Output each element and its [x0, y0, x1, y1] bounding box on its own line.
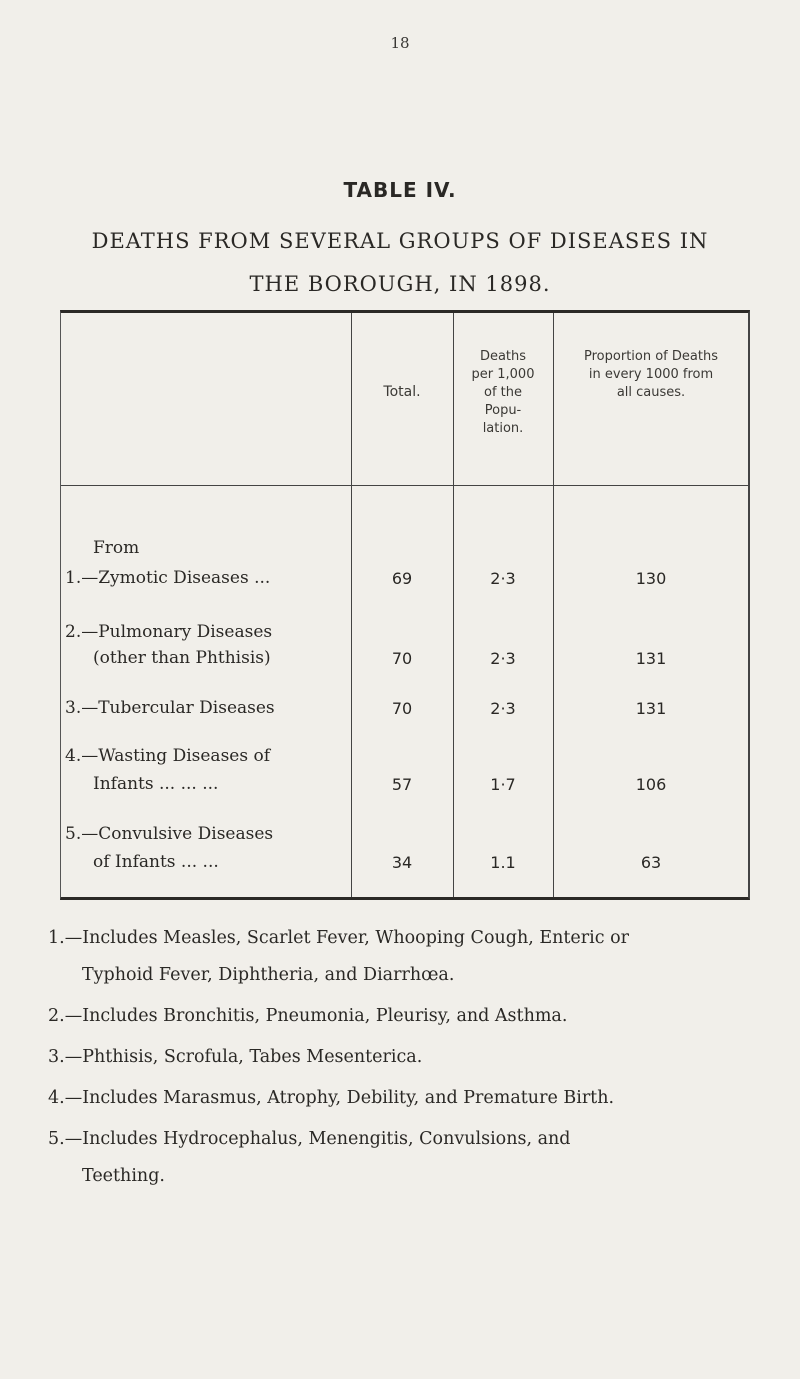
- cell-rate: 2·3: [490, 649, 516, 668]
- footnote-cont: Typhoid Fever, Diphtheria, and Diarrhœa.: [82, 965, 455, 985]
- cell-proportion: 63: [640, 853, 662, 872]
- header-line: Proportion of Deaths: [584, 349, 718, 364]
- row-label-cont: Infants ... ... ...: [93, 774, 219, 794]
- table-label: TABLE IV.: [343, 178, 457, 202]
- cell-proportion: 131: [635, 699, 667, 718]
- header-proportion: [553, 348, 749, 402]
- cell-proportion: 106: [635, 775, 667, 794]
- footnote: [48, 1121, 768, 1195]
- row-label: 2.—Pulmonary Diseases: [65, 622, 273, 642]
- row-label-cont: (other than Phthisis): [93, 648, 271, 668]
- from-label: From: [93, 538, 140, 558]
- header-line: of the: [484, 385, 522, 400]
- footnote-text: 1.—Includes Measles, Scarlet Fever, Whooping Cough, Enteric or: [48, 928, 630, 948]
- footnote-text: 5.—Includes Hydrocephalus, Menengitis, Convulsions, and: [48, 1129, 571, 1149]
- row-label: 5.—Convulsive Diseases: [65, 824, 274, 844]
- cell-total: 57: [391, 775, 413, 794]
- cell-rate: 2·3: [490, 569, 516, 588]
- title-line-1: DEATHS FROM SEVERAL GROUPS OF DISEASES IN: [91, 229, 709, 253]
- footnote: [48, 1080, 768, 1117]
- header-line: all causes.: [616, 385, 686, 400]
- footnote: [48, 1039, 768, 1076]
- cell-rate: 1·7: [490, 775, 516, 794]
- cell-total: 34: [391, 853, 413, 872]
- footnote: [48, 998, 768, 1035]
- table-title: [40, 220, 760, 306]
- footnotes: [48, 920, 768, 1199]
- row-label: 1.—Zymotic Diseases ...: [65, 568, 271, 588]
- header-line: Deaths: [479, 349, 527, 364]
- disease-deaths-table: [60, 310, 750, 900]
- cell-proportion: 131: [635, 649, 667, 668]
- header-line: Popu-: [484, 403, 522, 418]
- cell-total: 70: [391, 649, 413, 668]
- page-number: 18: [390, 34, 410, 52]
- cell-rate: 2·3: [490, 699, 516, 718]
- header-line: in every 1000 from: [588, 367, 714, 382]
- header-line: per 1,000: [471, 367, 535, 382]
- row-label: 3.—Tubercular Diseases: [65, 698, 275, 718]
- footnote-cont: Teething.: [82, 1166, 165, 1186]
- cell-total: 70: [391, 699, 413, 718]
- title-line-2: THE BOROUGH, IN 1898.: [249, 272, 551, 296]
- header-deaths-per-1000: [453, 348, 553, 438]
- cell-rate: 1.1: [490, 853, 516, 872]
- header-divider: [61, 485, 748, 486]
- cell-proportion: 130: [635, 569, 667, 588]
- row-label: 4.—Wasting Diseases of: [65, 746, 271, 766]
- footnote-text: 2.—Includes Bronchitis, Pneumonia, Pleurisy, and Asthma.: [48, 1006, 568, 1026]
- cell-total: 69: [391, 569, 413, 588]
- footnote-text: 4.—Includes Marasmus, Atrophy, Debility, and Premature Birth.: [48, 1088, 615, 1108]
- footnote: [48, 920, 768, 994]
- row-label-cont: of Infants ... ...: [93, 852, 219, 872]
- header-total: Total.: [383, 384, 421, 400]
- footnote-text: 3.—Phthisis, Scrofula, Tabes Mesenterica.: [48, 1047, 423, 1067]
- header-line: lation.: [482, 421, 524, 436]
